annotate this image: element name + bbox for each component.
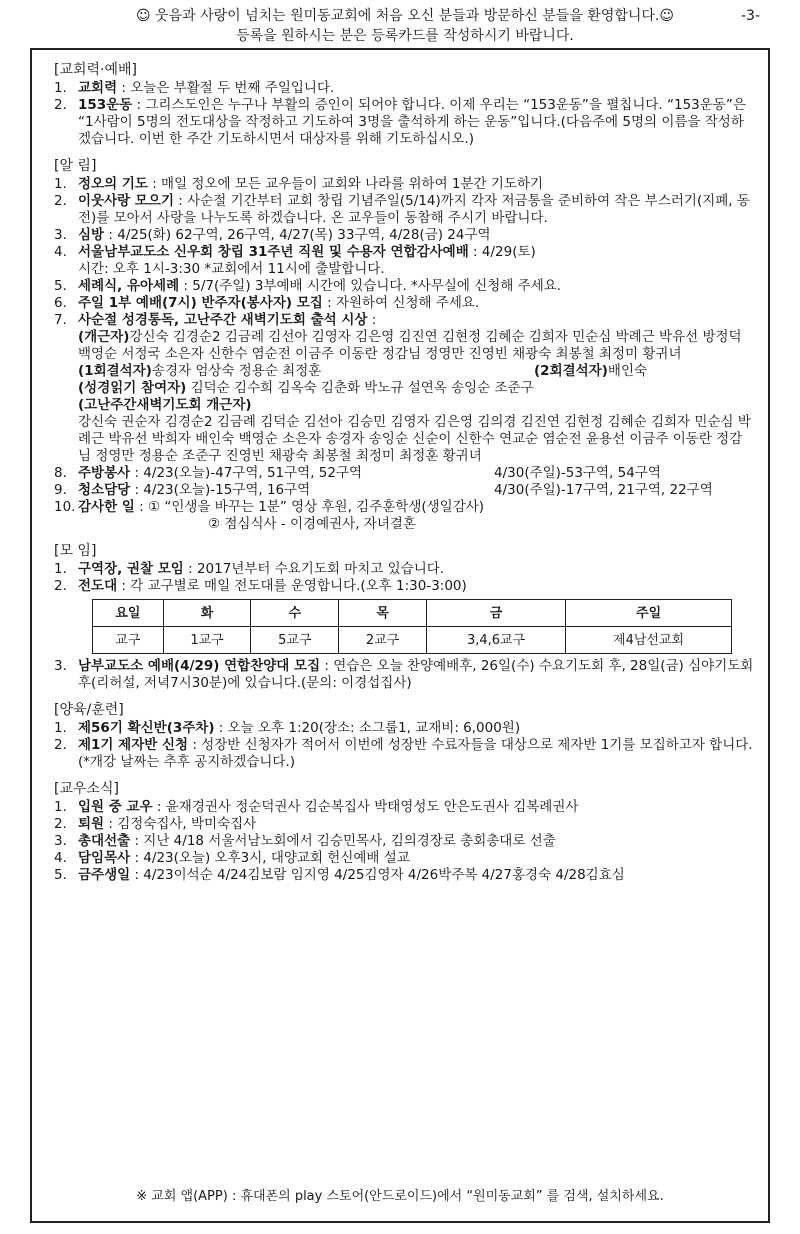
table-cell: 5교구 — [251, 627, 339, 654]
item-label: 주일 1부 예배(7시) 반주자(봉사자) 모집 — [78, 295, 323, 311]
table-header-row — [93, 600, 732, 627]
bulletin-frame — [30, 48, 770, 1223]
group-label: (고난주간새벽기도회 개근자) — [78, 397, 252, 413]
item-label: 주방봉사 — [78, 465, 131, 481]
list-item — [54, 278, 754, 295]
item-text: : 4/29(토) — [468, 244, 536, 260]
table-header-cell: 목 — [339, 600, 427, 627]
group-label: (성경읽기 참여자) — [78, 380, 187, 396]
welcome-line: ☺ 웃음과 사랑이 넘치는 원미동교회에 처음 오신 분들과 방문하신 분들을 환영합니다.☺ — [136, 8, 674, 24]
section-title-members: [교우소식] — [54, 781, 120, 797]
item-label: 제1기 제자반 신청 — [78, 737, 189, 753]
item-number: 10. — [54, 499, 76, 515]
table-header-cell: 요일 — [93, 600, 164, 627]
group-names: 배인숙 — [607, 363, 648, 379]
evangelism-schedule-table — [92, 599, 732, 654]
app-notice-footer: ※ 교회 앱(APP) : 휴대폰의 play 스토어(안드로이드)에서 “원미동교회” 를 검색, 설치하세요. — [136, 1189, 664, 1204]
item-label: 교회력 — [78, 80, 118, 96]
item-label: 서울남부교도소 신우회 창립 31주년 직원 및 수용자 연합감사예배 — [78, 244, 469, 260]
list-item — [54, 799, 754, 816]
item-text: : 성장반 신청자가 적어서 이번에 성장반 수료자들을 대상으로 제자반 1기를 모집하고자 합니다.(*개강 날짜는 추후 공지하겠습니다.) — [78, 737, 753, 770]
item-label: 퇴원 — [78, 816, 105, 832]
list-item — [54, 658, 754, 692]
item-number: 1. — [54, 176, 67, 192]
list-item — [54, 227, 754, 244]
table-header-cell: 주일 — [566, 600, 732, 627]
list-item — [54, 720, 754, 737]
item-number: 8. — [54, 465, 67, 481]
list-item: 7. 사순절 성경통독, 고난주간 새벽기도회 출석 시상 : (개근자)강신숙 김경순2 김금례 김선아 김영자 김은영 김진연 김현정 김혜순 김희자 민순심 박례근 박유선 방정덕 백영순 서정국 소은자 신한수 염순전 이금주 이동란 정감님 정영만 진영빈 채광숙 최봉철 최정미 황귀녀 (1회결석자)송경자 엄상숙 정용순 최정훈 (2회결석자)배인숙 (성경읽기 참여자) 김덕순 김수희 김옥숙 김춘화 박노규 설연옥 송잉순 조준구 (고난주간새벽기도회 개근자) 강신숙 권순자 김경순2 김금례 김덕순 김선아 김승민 김영자 김은영 김의경 김진연 김현정 김혜순 김희자 민순심 박례근 박유선 박희자 배인숙 백영순 소은자 송경자 송잉순 신순이 신한수 연교순 염순전 윤용선 이금주 이동란 정감님 정영만 정용순 조준구 진영빈 채광숙 최봉철 최정미 최정훈 황귀녀 — [54, 312, 754, 465]
list-item — [54, 80, 754, 97]
list-item — [54, 561, 754, 578]
list-item — [54, 176, 754, 193]
item-number: 3. — [54, 658, 67, 674]
list-item — [54, 578, 754, 595]
group-names: 송경자 엄상숙 정용순 최정훈 — [151, 363, 322, 379]
list-item — [54, 867, 754, 884]
item-text: : 사순절 기간부터 교회 창립 기념주일(5/14)까지 각자 저금통을 준비하여 작은 부스러기(지폐, 동전)를 모아서 사랑을 나누도록 하겠습니다. 온 교우들이 동참해 주시기 바랍니다. — [78, 193, 750, 226]
list-item — [54, 499, 754, 533]
list-item — [54, 295, 754, 312]
item-text: : 윤재경권사 정순덕권사 김순복집사 박태영성도 안은도권사 김복례권사 — [152, 799, 579, 815]
group-label: (2회결석자) — [534, 363, 608, 379]
item-number: 9. — [54, 482, 67, 498]
item-number: 1. — [54, 799, 67, 815]
table-header-cell: 수 — [251, 600, 339, 627]
item-label: 전도대 — [78, 578, 118, 594]
item-number: 5. — [54, 867, 67, 883]
item-text: : 그리스도인은 누구나 부활의 증인이 되어야 합니다. 이제 우리는 “153운동”을 펼칩니다. “153운동”은 “1사람이 5명의 전도대상을 작정하고 기도하여 3명을 출석하게 하는 운동”입니다.(다음주에 5명의 이름을 작성하겠습니다. 이번 한 주간 기도하시면서 대상자를 위해 기도하십시오.) — [78, 97, 746, 147]
attendance-group — [78, 363, 754, 380]
group-label: (1회결석자) — [78, 363, 152, 379]
item-text: : 5/7(주일) 3부예배 시간에 있습니다. *사무실에 신청해 주세요. — [179, 278, 562, 294]
item-number: 2. — [54, 193, 67, 209]
item-label: 입원 중 교우 — [78, 799, 153, 815]
item-number: 2. — [54, 97, 67, 113]
section-title-church: [교회력·예배] — [54, 62, 137, 78]
item-text: : 오늘 오후 1:20(장소: 소그룹1, 교재비: 6,000원) — [214, 720, 521, 736]
item-number: 7. — [54, 312, 67, 328]
item-text: : 4/25(화) 62구역, 26구역, 4/27(목) 33구역, 4/28(금) 24구역 — [104, 227, 491, 243]
registration-line: 등록을 원하시는 분은 등록카드를 작성하시기 바랍니다. — [236, 28, 574, 44]
item-text: : 2017년부터 수요기도회 마치고 있습니다. — [183, 561, 445, 577]
page-header — [40, 6, 770, 46]
item-number: 3. — [54, 227, 67, 243]
section-title-meeting: [모 임] — [54, 543, 97, 559]
attendance-group — [78, 397, 754, 465]
item-number: 4. — [54, 244, 67, 260]
item-number: 6. — [54, 295, 67, 311]
item-label: 청소담당 — [78, 482, 131, 498]
table-cell: 3,4,6교구 — [427, 627, 566, 654]
group-names: 강신숙 김경순2 김금례 김선아 김영자 김은영 김진연 김현정 김혜순 김희자 민순심 박례근 박유선 방정덕 백영순 서정국 소은자 신한수 염순전 이금주 이동란 정감님 정영만 진영빈 채광숙 최봉철 최정미 황귀녀 — [78, 329, 742, 362]
section-title-training: [양육/훈련] — [54, 702, 124, 718]
item-text: : 오늘은 부활절 두 번째 주일입니다. — [117, 80, 335, 96]
list-item — [54, 850, 754, 867]
item-label: 감사한 일 — [78, 499, 135, 515]
table-cell: 1교구 — [163, 627, 251, 654]
table-row — [93, 627, 732, 654]
item-number: 3. — [54, 833, 67, 849]
attendance-group — [78, 329, 754, 363]
item-number: 1. — [54, 80, 67, 96]
item-number: 2. — [54, 737, 67, 753]
table-header-cell: 금 — [427, 600, 566, 627]
item-label: 사순절 성경통독, 고난주간 새벽기도회 출석 시상 — [78, 312, 368, 328]
item-label: 이웃사랑 모으기 — [78, 193, 174, 209]
item-text: : 4/23(오늘)-15구역, 16구역 — [130, 482, 311, 498]
item-label: 제56기 확신반(3주차) — [78, 720, 215, 736]
group-names: 김덕순 김수희 김옥숙 김춘화 박노규 설연옥 송잉순 조준구 — [186, 380, 534, 396]
item-text: 4/30(주일)-53구역, 54구역 — [494, 465, 661, 481]
list-item — [54, 193, 754, 227]
group-names: 강신숙 권순자 김경순2 김금례 김덕순 김선아 김승민 김영자 김은영 김의경 김진연 김현정 김혜순 김희자 민순심 박례근 박유선 박희자 배인숙 백영순 소은자 송경자 송잉순 신순이 신한수 연교순 염순전 윤용선 이금주 이동란 정감님 정영만 정용순 조준구 진영빈 채광숙 최봉철 최정미 최정훈 황귀녀 — [78, 414, 751, 464]
item-label: 금주생일 — [78, 867, 131, 883]
item-text: : 지난 4/18 서울서남노회에서 김승민목사, 김의경장로 총회총대로 선출 — [130, 833, 556, 849]
item-text: : 연습은 오늘 찬양예배후, 26일(수) 수요기도회 후, 28일(금) 심야기도회 후(리허설, 저녁7시30분)에 있습니다.(문의: 이경섭집사) — [78, 658, 754, 691]
item-subline: 시간: 오후 1시-3:30 *교회에서 11시에 출발합니다. — [78, 261, 385, 277]
item-text: 4/30(주일)-17구역, 21구역, 22구역 — [494, 482, 713, 498]
item-number: 1. — [54, 720, 67, 736]
item-text: : 4/23(오늘) 오후3시, 대양교회 헌신예배 설교 — [130, 850, 410, 866]
item-label: 세례식, 유아세례 — [78, 278, 180, 294]
list-item — [54, 465, 754, 482]
list-item — [54, 97, 754, 148]
table-cell: 제4남선교회 — [566, 627, 732, 654]
item-number: 2. — [54, 816, 67, 832]
section-title-notice: [알 림] — [54, 158, 97, 174]
table-header-cell: 화 — [163, 600, 251, 627]
item-text: : 김정숙집사, 박미숙집사 — [104, 816, 257, 832]
list-item — [54, 833, 754, 850]
table-cell: 2교구 — [339, 627, 427, 654]
group-label: (개근자) — [78, 329, 130, 345]
item-text: : ① “인생을 바꾸는 1분” 영상 후원, 김주훈학생(생일감사) — [134, 499, 485, 515]
item-label: 구역장, 권찰 모임 — [78, 561, 184, 577]
list-item — [54, 737, 754, 771]
item-label: 정오의 기도 — [78, 176, 148, 192]
list-item — [54, 244, 754, 278]
item-number: 5. — [54, 278, 67, 294]
item-text: : 매일 정오에 모든 교우들이 교회와 나라를 위하여 1분간 기도하기 — [147, 176, 544, 192]
item-number: 2. — [54, 578, 67, 594]
item-label: 남부교도소 예배(4/29) 연합찬양대 모집 — [78, 658, 321, 674]
item-label: 153운동 — [78, 97, 133, 113]
item-text: : 4/23이석순 4/24김보람 임지영 4/25김영자 4/26박주복 4/27홍경숙 4/28김효심 — [130, 867, 625, 883]
list-item — [54, 816, 754, 833]
item-label: 총대선출 — [78, 833, 131, 849]
item-label: 심방 — [78, 227, 105, 243]
attendance-group — [78, 380, 754, 397]
item-number: 4. — [54, 850, 67, 866]
item-label: 담임목사 — [78, 850, 131, 866]
item-subline: ② 점심식사 - 이경예권사, 자녀결혼 — [208, 516, 416, 532]
item-text: : 각 교구별로 매일 전도대를 운영합니다.(오후 1:30-3:00) — [117, 578, 467, 594]
table-cell: 교구 — [93, 627, 164, 654]
page-number: -3- — [740, 8, 760, 24]
item-number: 1. — [54, 561, 67, 577]
item-text: : 자원하여 신청해 주세요. — [322, 295, 480, 311]
item-text: : 4/23(오늘)-47구역, 51구역, 52구역 — [130, 465, 363, 481]
list-item — [54, 482, 754, 499]
